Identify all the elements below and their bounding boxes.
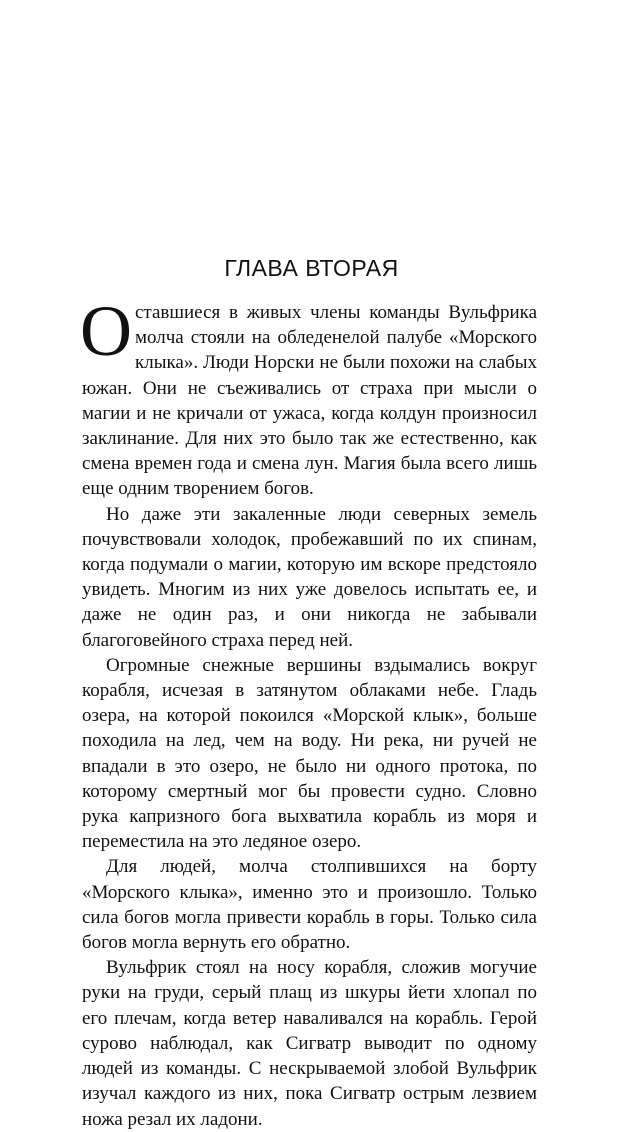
- paragraph-4: Для людей, молча столпившихся на борту «Морского клыка», именно это и произошло. Только сила богов могла привести корабль в горы. Только сила богов могла вернуть его обратно.: [82, 856, 537, 954]
- paragraph-2: Но даже эти закаленные люди северных земель почувствовали холодок, пробежавший по их спинам, когда подумали о магии, которую им вскоре предстояло увидеть. Многим из них уже довелось испытать ее, и даже не один раз, и они никогда не забывали благоговейного страха перед ней.: [82, 503, 537, 651]
- paragraph-1: [80, 291, 537, 502]
- drop-cap: О: [80, 291, 132, 371]
- paragraph-5: Вульфрик стоял на носу корабля, сложив могучие руки на груди, серый плащ из шкуры йети хлопал по его плечам, когда ветер наваливался на корабль. Герой сурово наблюдал, как Сигватр выводит по одному людей из команды. С нескрываемой злобой Вульфрик изучал каждого из них, пока Сигватр острым лезвием ножа резал их ладони.: [82, 957, 537, 1130]
- paragraph-1-text: ставшиеся в живых члены команды Вульфрика молча стояли на обледенелой палубе «Морского клыка». Люди Норски не были похожи на слабых южан. Они не съеживались от страха при мысли о магии и не кричали от ужаса, когда колдун произносил заклинание. Для них это было так же естественно, как смена времен года и смена лун. Магия была всего лишь еще одним творением богов.: [82, 302, 537, 500]
- chapter-body: [80, 291, 537, 1132]
- paragraph-3: Огромные снежные вершины вздымались вокруг корабля, исчезая в затянутом облаками небе. Гладь озера, на которой покоился «Морской клык», больше походила на лед, чем на воду. Ни река, ни ручей не впадали в это озеро, не было ни одного протока, по которому смертный мог бы провести судно. Словно рука капризного бога выхватила корабль из моря и переместила на это ледяное озеро.: [82, 654, 537, 853]
- chapter-title: ГЛАВА ВТОРАЯ: [224, 255, 399, 281]
